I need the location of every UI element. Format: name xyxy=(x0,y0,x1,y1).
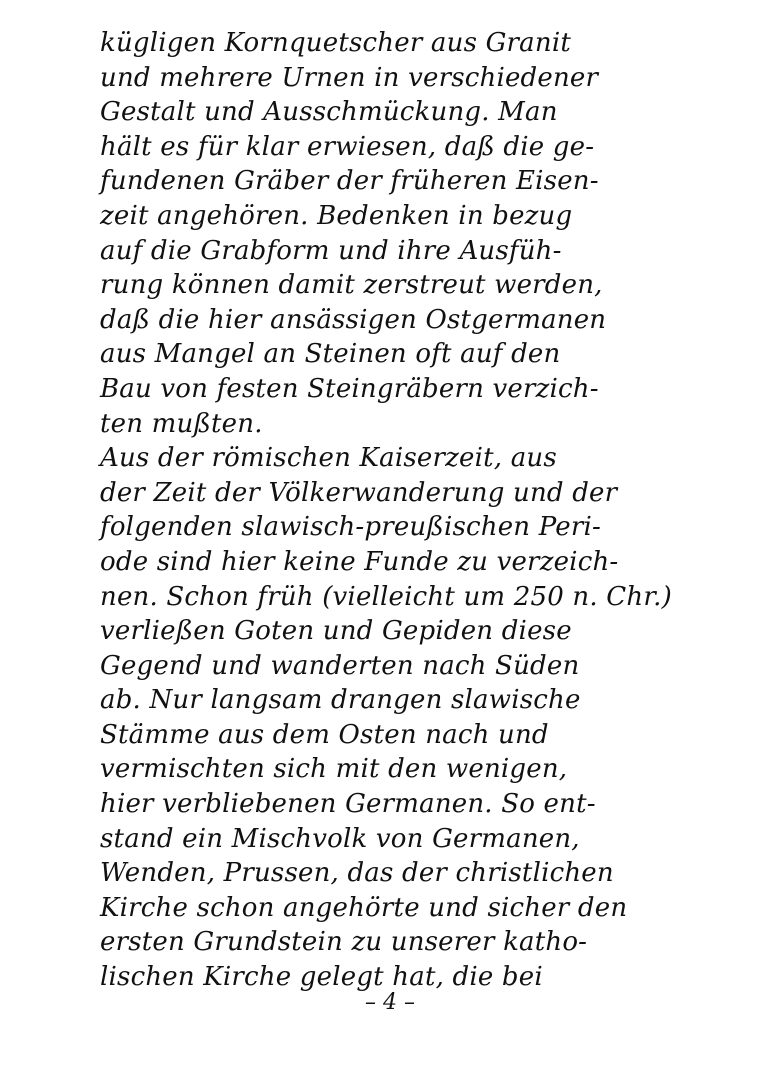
manuscript-text xyxy=(100,26,740,995)
text-line-27: ersten Grundstein zu unserer katho- xyxy=(100,927,588,958)
text-line-22: vermischten sich mit den wenigen, xyxy=(100,754,568,785)
text-line-12: ten mußten. xyxy=(100,408,263,439)
text-line-15: folgenden slawisch-preußischen Peri- xyxy=(100,512,601,543)
text-line-1: kügligen Kornquetscher aus Granit xyxy=(100,28,571,58)
text-line-28: lischen Kirche gelegt hat, die bei xyxy=(100,962,543,993)
text-line-8: rung können damit zerstreut werden, xyxy=(100,270,603,301)
text-line-5: fundenen Gräber der früheren Eisen- xyxy=(100,166,599,197)
text-line-23: hier verbliebenen Germanen. So ent- xyxy=(100,789,596,820)
text-line-6: zeit angehören. Bedenken in bezug xyxy=(100,200,573,231)
text-line-20: ab. Nur langsam drangen slawische xyxy=(100,685,581,716)
text-line-9: daß die hier ansässigen Ostgermanen xyxy=(100,304,607,335)
text-line-17: nen. Schon früh (vielleicht um 250 n. Chr.) xyxy=(100,581,672,612)
text-line-3: Gestalt und Ausschmückung. Man xyxy=(100,97,558,128)
page-number: – 4 – xyxy=(365,990,415,1015)
text-line-21: Stämme aus dem Osten nach und xyxy=(100,719,549,750)
text-line-13: Aus der römischen Kaiserzeit, aus xyxy=(100,443,557,474)
text-line-10: aus Mangel an Steinen oft auf den xyxy=(100,339,561,370)
text-line-25: Wenden, Prussen, das der christlichen xyxy=(100,858,614,889)
text-line-14: der Zeit der Völkerwanderung und der xyxy=(100,477,618,508)
text-line-24: stand ein Mischvolk von Germanen, xyxy=(100,823,580,854)
text-line-4: hält es für klar erwiesen, daß die ge- xyxy=(100,131,595,162)
text-line-7: auf die Grabform und ihre Ausfüh- xyxy=(100,235,562,266)
text-line-18: verließen Goten und Gepiden diese xyxy=(100,616,572,647)
text-line-26: Kirche schon angehörte und sicher den xyxy=(100,892,628,923)
text-line-11: Bau von festen Steingräbern verzich- xyxy=(100,373,599,404)
text-line-19: Gegend und wanderten nach Süden xyxy=(100,650,580,681)
text-line-2: und mehrere Urnen in verschiedener xyxy=(100,62,599,93)
text-line-16: ode sind hier keine Funde zu verzeich- xyxy=(100,546,619,577)
